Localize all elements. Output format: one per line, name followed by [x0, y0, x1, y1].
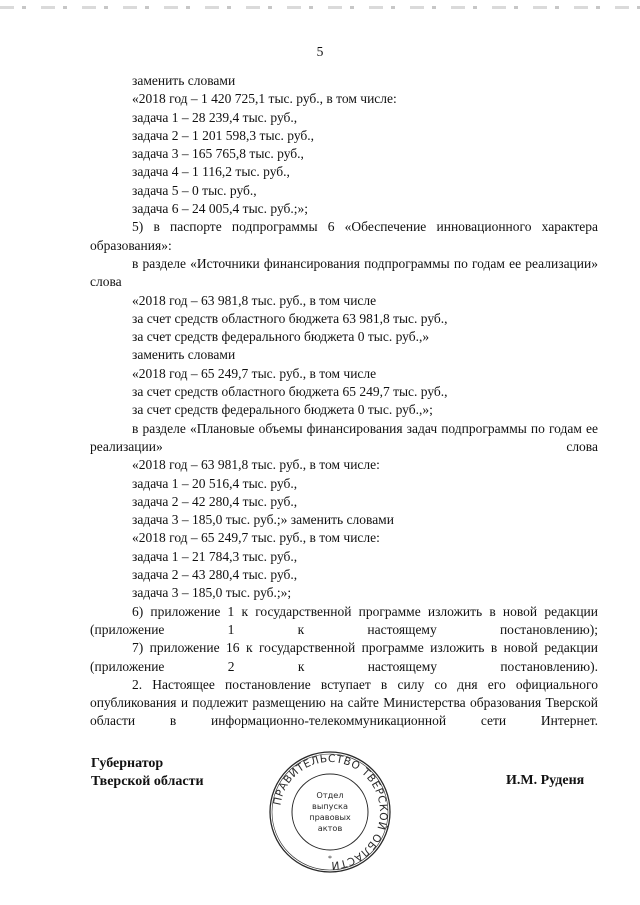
clause-2: 2. Настоящее постановление вступает в силу со дня его официального опубликования и подлежит размещению на сайте Министерства образования Тверской области в информационно-телекоммуникационной сети Интернет. — [90, 676, 598, 729]
signature-block — [0, 750, 640, 870]
signatory-title-line-1: Губернатор — [91, 756, 164, 771]
seal-ring-text: ПРАВИТЕЛЬСТВО ТВЕРСКОЙ ОБЛАСТИ — [271, 752, 390, 872]
item-5-heading: 5) в паспорте подпрограммы 6 «Обеспечение инновационного характера образования»: — [90, 219, 598, 253]
text-line: задача 3 – 185,0 тыс. руб.;» заменить словами — [132, 512, 394, 528]
text-line: задача 2 – 1 201 598,3 тыс. руб., — [132, 127, 315, 143]
text-line: задача 3 – 165 765,8 тыс. руб., — [132, 146, 304, 162]
text-line: заменить словами — [132, 73, 236, 88]
text-line: задача 3 – 185,0 тыс. руб.;»; — [132, 585, 292, 601]
seal-center-text-3: правовых — [309, 812, 351, 822]
text-line: за счет средств федерального бюджета 0 тыс. руб.,» — [132, 329, 430, 345]
text-line: заменить словами — [132, 347, 236, 363]
text-line: за счет средств федерального бюджета 0 тыс. руб.,»; — [132, 402, 433, 418]
text-line: за счет средств областного бюджета 63 981,8 тыс. руб., — [132, 310, 448, 326]
text-line: «2018 год – 63 981,8 тыс. руб., в том числе: — [132, 457, 380, 473]
item-6: 6) приложение 1 к государственной программе изложить в новой редакции (приложение 1 к настоящему постановлению); — [90, 603, 598, 637]
document-body — [90, 72, 598, 731]
text-line: задача 6 – 24 005,4 тыс. руб.;»; — [132, 201, 309, 217]
item-5-planned-section: в разделе «Плановые объемы финансирования задач подпрограммы по годам ее реализации» слова — [90, 420, 598, 454]
seal-center-text-2: выпуска — [312, 801, 348, 811]
item-7: 7) приложение 16 к государственной программе изложить в новой редакции (приложение 2 к настоящему постановлению). — [90, 640, 598, 674]
signatory-name: И.М. Руденя — [506, 773, 585, 788]
scan-artifact-top — [0, 6, 640, 9]
official-seal-stamp — [268, 750, 392, 874]
text-line: «2018 год – 65 249,7 тыс. руб., в том числе: — [132, 530, 380, 546]
text-line: за счет средств областного бюджета 65 249,7 тыс. руб., — [132, 384, 448, 400]
seal-center-text-4: актов — [317, 823, 343, 833]
signatory-title — [91, 755, 204, 791]
text-line: задача 1 – 28 239,4 тыс. руб., — [132, 109, 298, 125]
seal-center-text-1: Отдел — [316, 790, 344, 800]
text-line: задача 1 – 20 516,4 тыс. руб., — [132, 475, 298, 491]
signatory-title-line-2: Тверской области — [91, 774, 204, 789]
text-line: задача 2 – 42 280,4 тыс. руб., — [132, 493, 298, 509]
seal-star-icon: * — [328, 854, 332, 863]
text-line: задача 5 – 0 тыс. руб., — [132, 182, 257, 198]
page-number: 5 — [316, 44, 324, 59]
text-line: «2018 год – 1 420 725,1 тыс. руб., в том числе: — [132, 91, 397, 107]
item-5-sources-section: в разделе «Источники финансирования подпрограммы по годам ее реализации» слова — [90, 255, 598, 290]
text-line: «2018 год – 63 981,8 тыс. руб., в том числе — [132, 292, 377, 308]
text-line: задача 4 – 1 116,2 тыс. руб., — [132, 164, 290, 180]
text-line: задача 2 – 43 280,4 тыс. руб., — [132, 567, 298, 583]
text-line: «2018 год – 65 249,7 тыс. руб., в том числе — [132, 365, 377, 381]
text-line: задача 1 – 21 784,3 тыс. руб., — [132, 548, 298, 564]
